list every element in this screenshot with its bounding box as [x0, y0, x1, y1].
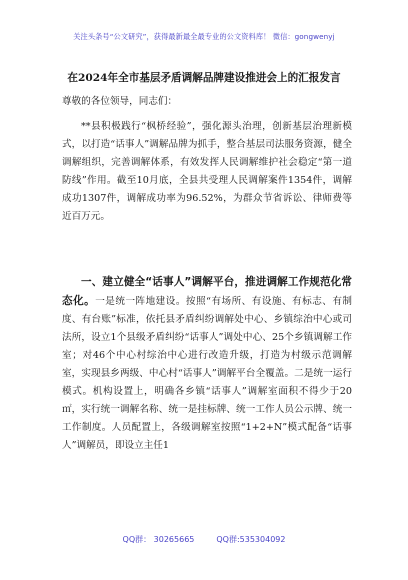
footer-contact — [0, 534, 408, 545]
paragraph-1 — [62, 118, 352, 226]
salutation: 尊敬的各位领导，同志们： — [62, 96, 178, 107]
qq-group-left: QQ群： 30265665 — [122, 535, 195, 544]
qq-group-right: QQ群:535304092 — [216, 535, 286, 544]
paragraph-1-text: **县积极践行“枫桥经验”，强化源头治理，创新基层治理新模式，以打造“话事人”调解品牌为抓手，整合基层司法服务资源，健全调解组织，完善调解体系，有效发挥人民调解维护社会稳定“第一道防线”作用。截至10月底，全县共受理人民调解案件1354件，调解成功1307件，调解成功率为96.52%，为群众节省诉讼、律师费等近百万元。 — [62, 121, 352, 222]
paragraph-2-text: 一是统一阵地建设。按照“有场所、有设施、有标志、有制度、有台账”标准，依托县矛盾纠纷调解处中心、乡镇综治中心或司法所，设立1个县级矛盾纠纷“话事人”调处中心、25个乡镇调解工作室；对46个中心村综治中心进行改造升级，打造为村级示范调解室，实现县乡两级、中心村“话事人”调解平台全覆盖。二是统一运行模式。机构设置上，明确各乡镇“话事人”调解室面积不得少于20㎡，实行统一调解名称、统一是挂标牌、统一工作人员公示牌、统一工作制度。人员配置上，各级调解室按照“1+2+N”模式配备“话事人”调解员，即设立主任1 — [62, 296, 353, 451]
paragraph-2 — [62, 273, 352, 455]
document-title: 在2024年全市基层矛盾调解品牌建设推进会上的汇报发言 — [67, 72, 341, 84]
header-banner: 关注头条号“公文研究”，获得最新最全最专业的公文资料库！ 微信：gongwenyj — [73, 32, 335, 41]
section-heading-1: 一、建立健全“话事人”调解平台，推进调解工作规范化常态化。 — [62, 276, 352, 307]
